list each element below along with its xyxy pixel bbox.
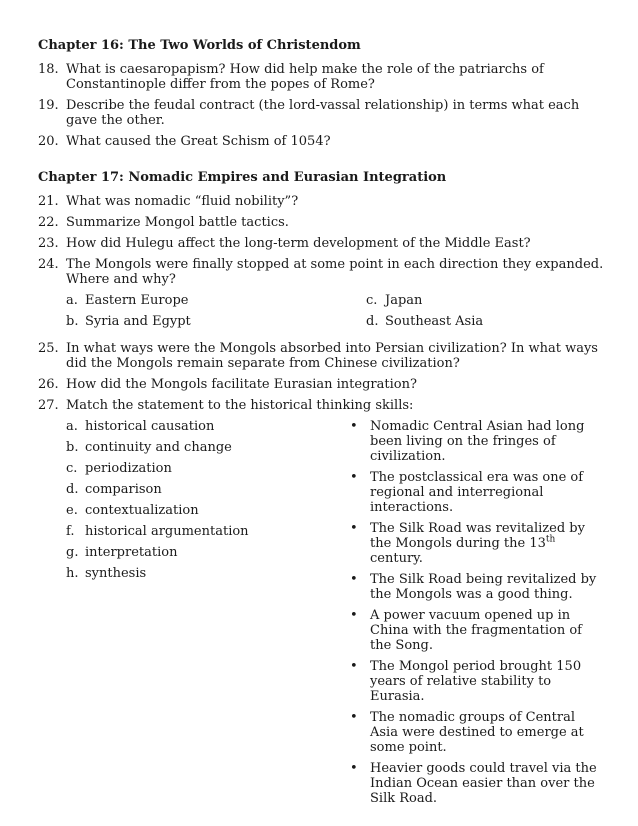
option-item bbox=[366, 314, 606, 329]
question-text: Summarize Mongol battle tactics. bbox=[66, 215, 289, 230]
bullet-icon: • bbox=[350, 761, 358, 776]
statements-list bbox=[346, 419, 606, 812]
chapter-16-heading: Chapter 16: The Two Worlds of Christendom bbox=[38, 38, 361, 53]
question-number: 21. bbox=[38, 194, 59, 209]
chapter-17-heading: Chapter 17: Nomadic Empires and Eurasian Integration bbox=[38, 170, 447, 185]
statement-item bbox=[346, 761, 606, 806]
question-25 bbox=[38, 341, 608, 371]
option-letter: d. bbox=[366, 314, 379, 329]
bullet-icon: • bbox=[350, 470, 358, 485]
statement-item bbox=[346, 572, 606, 602]
skill-text: comparison bbox=[85, 482, 162, 497]
question-text: In what ways were the Mongols absorbed into Persian civilization? In what ways did the Mongols remain separate from Chinese civilization? bbox=[66, 341, 598, 371]
skill-item bbox=[66, 440, 346, 455]
question-number: 25. bbox=[38, 341, 59, 356]
skill-text: continuity and change bbox=[85, 440, 232, 455]
statement-text-part: century. bbox=[370, 551, 423, 566]
statement-item bbox=[346, 419, 606, 464]
skill-item bbox=[66, 461, 346, 476]
option-letter: c. bbox=[366, 293, 378, 308]
question-number: 22. bbox=[38, 215, 59, 230]
statement-text-part: The Silk Road was revitalized by the Mongols during the 13 bbox=[370, 521, 585, 551]
statement-text: Heavier goods could travel via the Indian Ocean easier than over the Silk Road. bbox=[370, 761, 597, 806]
option-text: Syria and Egypt bbox=[85, 314, 191, 329]
skill-letter: f. bbox=[66, 524, 75, 539]
skill-letter: a. bbox=[66, 419, 78, 434]
bullet-icon: • bbox=[350, 659, 358, 674]
statement-text: Nomadic Central Asian had long been living on the fringes of civilization. bbox=[370, 419, 585, 464]
question-text: What caused the Great Schism of 1054? bbox=[66, 134, 331, 149]
option-text: Southeast Asia bbox=[385, 314, 484, 329]
option-item bbox=[66, 293, 366, 308]
skill-letter: d. bbox=[66, 482, 79, 497]
skill-text: historical causation bbox=[85, 419, 215, 434]
skill-text: interpretation bbox=[85, 545, 178, 560]
option-item bbox=[66, 314, 366, 329]
option-item bbox=[366, 293, 606, 308]
question-27 bbox=[38, 398, 608, 413]
question-text: What is caesaropapism? How did help make the role of the patriarchs of Constantinople differ from the popes of Rome? bbox=[66, 62, 544, 92]
ordinal-superscript: th bbox=[545, 534, 556, 545]
question-number: 27. bbox=[38, 398, 59, 413]
question-23 bbox=[38, 236, 608, 251]
skill-item bbox=[66, 419, 346, 434]
question-number: 24. bbox=[38, 257, 59, 272]
question-number: 19. bbox=[38, 98, 59, 113]
question-text: How did Hulegu affect the long-term development of the Middle East? bbox=[66, 236, 531, 251]
bullet-icon: • bbox=[350, 572, 358, 587]
skill-text: contextualization bbox=[85, 503, 199, 518]
statement-text: The Mongol period brought 150 years of relative stability to Eurasia. bbox=[370, 659, 582, 704]
question-number: 23. bbox=[38, 236, 59, 251]
question-21 bbox=[38, 194, 608, 209]
skill-letter: b. bbox=[66, 440, 79, 455]
question-number: 20. bbox=[38, 134, 59, 149]
skill-letter: e. bbox=[66, 503, 78, 518]
skills-list bbox=[66, 419, 346, 812]
skill-item bbox=[66, 524, 346, 539]
question-text: What was nomadic “fluid nobility”? bbox=[66, 194, 299, 209]
statement-text: A power vacuum opened up in China with the fragmentation of the Song. bbox=[370, 608, 582, 653]
skill-item bbox=[66, 545, 346, 560]
statement-item bbox=[346, 608, 606, 653]
question-text: Describe the feudal contract (the lord-vassal relationship) in terms what each gave the other. bbox=[66, 98, 580, 128]
worksheet-page bbox=[38, 37, 608, 812]
skill-text: synthesis bbox=[85, 566, 147, 581]
bullet-icon: • bbox=[350, 710, 358, 725]
question-18 bbox=[38, 62, 608, 92]
skill-item bbox=[66, 482, 346, 497]
skill-letter: c. bbox=[66, 461, 78, 476]
skill-item bbox=[66, 503, 346, 518]
options-left-column bbox=[66, 293, 366, 335]
bullet-icon: • bbox=[350, 419, 358, 434]
question-20 bbox=[38, 134, 608, 149]
statement-item bbox=[346, 470, 606, 515]
question-27-matching bbox=[66, 419, 608, 812]
statement-item bbox=[346, 521, 606, 566]
question-text: How did the Mongols facilitate Eurasian integration? bbox=[66, 377, 417, 392]
bullet-icon: • bbox=[350, 608, 358, 623]
skill-item bbox=[66, 566, 346, 581]
option-text: Japan bbox=[385, 293, 423, 308]
statement-item bbox=[346, 710, 606, 755]
question-24-options bbox=[66, 293, 608, 335]
skill-text: historical argumentation bbox=[85, 524, 249, 539]
question-22 bbox=[38, 215, 608, 230]
question-24 bbox=[38, 257, 608, 287]
question-text: Match the statement to the historical thinking skills: bbox=[66, 398, 414, 413]
skill-letter: h. bbox=[66, 566, 79, 581]
options-right-column bbox=[366, 293, 606, 335]
statement-text: The Silk Road being revitalized by the Mongols was a good thing. bbox=[370, 572, 597, 602]
skill-text: periodization bbox=[85, 461, 172, 476]
statement-item bbox=[346, 659, 606, 704]
question-19 bbox=[38, 98, 608, 128]
skill-letter: g. bbox=[66, 545, 79, 560]
statement-text: The postclassical era was one of regional and interregional interactions. bbox=[370, 470, 584, 515]
question-number: 18. bbox=[38, 62, 59, 77]
question-text: The Mongols were finally stopped at some point in each direction they expanded. Where and why? bbox=[66, 257, 604, 287]
question-26 bbox=[38, 377, 608, 392]
bullet-icon: • bbox=[350, 521, 358, 536]
statement-text bbox=[370, 521, 606, 566]
question-number: 26. bbox=[38, 377, 59, 392]
option-letter: b. bbox=[66, 314, 79, 329]
statement-text: The nomadic groups of Central Asia were destined to emerge at some point. bbox=[370, 710, 584, 755]
option-letter: a. bbox=[66, 293, 78, 308]
option-text: Eastern Europe bbox=[85, 293, 189, 308]
